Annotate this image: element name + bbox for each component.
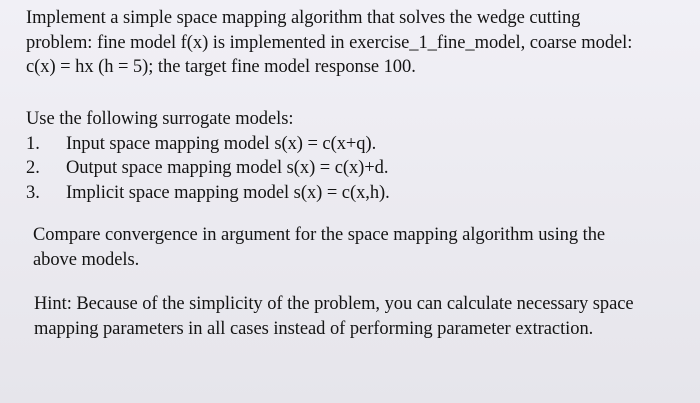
- compare-line-1: Compare convergence in argument for the space mapping algorithm using the: [33, 225, 606, 245]
- task-line-3: c(x) = hx (h = 5); the target fine model response 100.: [26, 57, 416, 77]
- list-number: 2.: [26, 158, 40, 178]
- list-number: 3.: [26, 182, 40, 203]
- list-text: Implicit space mapping model s(x) = c(x,h).: [66, 182, 390, 203]
- hint-paragraph: [34, 292, 634, 341]
- list-number: 1.: [26, 133, 40, 154]
- task-line-1: Implement a simple space mapping algorithm that solves the wedge cutting: [26, 8, 581, 28]
- list-item: [26, 132, 390, 157]
- list-item: [26, 181, 390, 206]
- surrogate-intro: Use the following surrogate models:: [26, 109, 294, 129]
- surrogate-models-paragraph: [26, 107, 390, 205]
- task-line-2: problem: fine model f(x) is implemented in exercise_1_fine_model, coarse model:: [26, 32, 633, 53]
- list-text: Input space mapping model s(x) = c(x+q).: [66, 133, 377, 154]
- compare-line-2: above models.: [33, 249, 140, 270]
- hint-line-1: Hint: Because of the simplicity of the problem, you can calculate necessary space: [34, 294, 634, 314]
- list-item: [26, 156, 390, 181]
- hint-line-2: mapping parameters in all cases instead of performing parameter extraction.: [34, 318, 594, 339]
- task-paragraph: [26, 6, 632, 80]
- list-text: Output space mapping model s(x) = c(x)+d.: [66, 158, 389, 178]
- compare-paragraph: [33, 223, 605, 272]
